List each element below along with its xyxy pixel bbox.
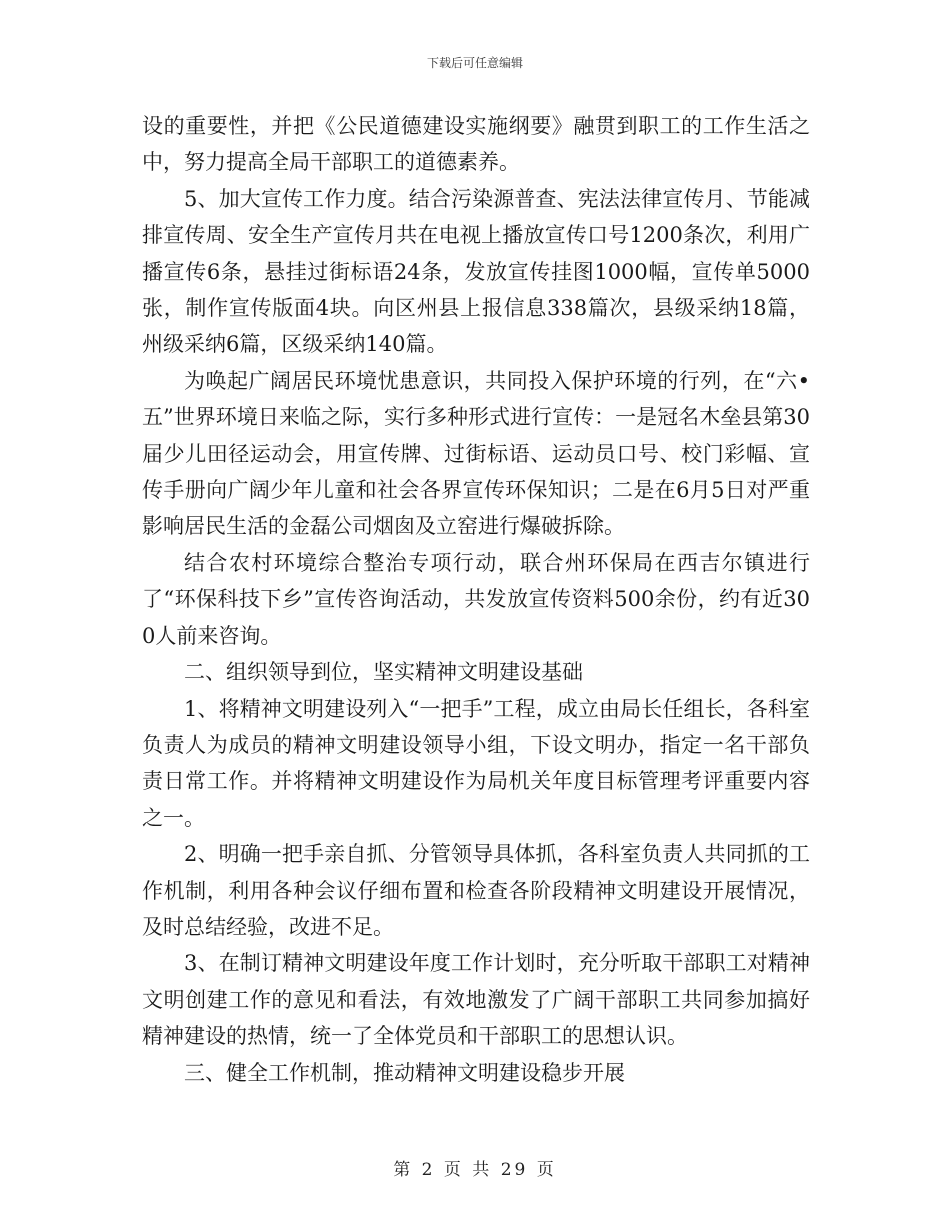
paragraph-work-mechanism: 2、明确一把手亲自抓、分管领导具体抓，各科室负责人共同抓的工作机制，利用各种会议仔细布置和检查各阶段精神文明建设开展情况，及时总结经验，改进不足。: [142, 842, 810, 939]
page-number-footer: 第 2 页 共 29 页: [393, 1160, 557, 1180]
document-body: [142, 108, 810, 1091]
page-header-note: 下载后可任意编辑: [426, 56, 523, 70]
paragraph-environment-day: 为唤起广阔居民环境忧患意识，共同投入保护环境的行列，在“六•五”世界环境日来临之际，实行多种形式进行宣传：一是冠名木垒县第30届少儿田径运动会，用宣传牌、过街标语、运动员口号、校门彩幅、宣传手册向广阔少年儿童和社会各界宣传环保知识；二是在6月5日对严重影响居民生活的金磊公司烟囱及立窑进行爆破拆除。: [142, 368, 810, 539]
section-heading-mechanism: 三、健全工作机制，推动精神文明建设稳步开展: [184, 1060, 625, 1085]
paragraph-annual-plan: 3、在制订精神文明建设年度工作计划时，充分听取干部职工对精神文明创建工作的意见和看法，有效地激发了广阔干部职工共同参加搞好精神建设的热情，统一了全体党员和干部职工的思想认识。: [142, 951, 810, 1049]
paragraph-rural-campaign: 结合农村环境综合整治专项行动，联合州环保局在西吉尔镇进行了“环保科技下乡”宣传咨询活动，共发放宣传资料500余份，约有近300人前来咨询。: [142, 550, 810, 648]
paragraph-publicity-efforts: 5、加大宣传工作力度。结合污染源普查、宪法法律宣传月、节能减排宣传周、安全生产宣传月共在电视上播放宣传口号1200条次，利用广播宣传6条，悬挂过街标语24条，发放宣传挂图1000幅，宣传单5000张，制作宣传版面4块。向区州县上报信息338篇次，县级采纳18篇，州级采纳6篇，区级采纳140篇。: [142, 186, 810, 357]
paragraph-moral-education-continued: 设的重要性，并把《公民道德建设实施纲要》融贯到职工的工作生活之中，努力提高全局干部职工的道德素养。: [142, 114, 810, 175]
section-heading-leadership: 二、组织领导到位，坚实精神文明建设基础: [184, 660, 583, 685]
paragraph-leadership-group: 1、将精神文明建设列入“一把手”工程，成立由局长任组长，各科室负责人为成员的精神文明建设领导小组，下设文明办，指定一名干部负责日常工作。并将精神文明建设作为局机关年度目标管理考评重要内容之一。: [142, 696, 810, 830]
